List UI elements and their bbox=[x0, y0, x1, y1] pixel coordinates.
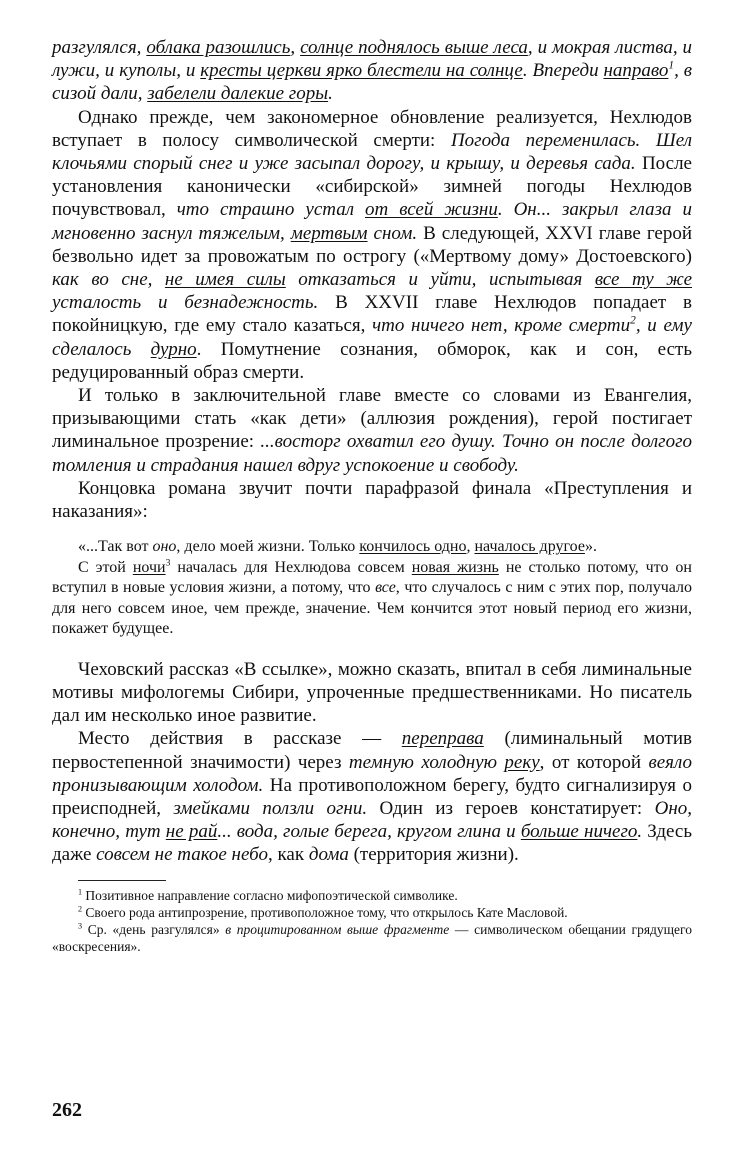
paragraph-crossing: Место действия в рассказе — переправа (лиминальный мотив первостепенной значимости) через темную холодную реку, от которой веяло пронизывающим холодом. На противоположном берегу, будто сигнализируя о преисподней, змейками ползли огни. Один из героев констатирует: Оно, конечно, тут не рай... вода, голые берега, кругом глина и больше ничего. Здесь даже совсем не такое небо, как дома (территория жизни). bbox=[52, 728, 693, 866]
footnote-2: $^2$ Своего рода антипрозрение, противоположное тому, что открылось Кате Масловой. bbox=[78, 904, 568, 920]
quote-paragraph-2: С этой ночи$^3$ началась для Нехлюдова совсем новая жизнь не столько потому, что он вступил в новые условия жизни, а потому, что все, что случалось с ним с этих пор, получало для него совсем иное, чем прежде, значение. Чем кончится этот новый период его жизни, покажет будущее. bbox=[52, 557, 692, 638]
paragraph-ending: Концовка романа звучит почти парафразой финала «Преступления и наказания»: bbox=[52, 477, 692, 523]
quote-paragraph-1: «...Так вот оно, дело моей жизни. Только кончилось одно, началось другое». bbox=[78, 538, 597, 556]
page-number: 262 bbox=[52, 1099, 82, 1121]
footnote-ref-2: 2 bbox=[630, 315, 636, 328]
footnote-ref-3: 3 bbox=[165, 557, 171, 569]
footnote-divider bbox=[78, 880, 166, 881]
paragraph-final-chapter: И только в заключительной главе вместе со словами из Евангелия, призывающими стать «как дети» (аллюзия рождения), герой постигает лиминальное прозрение: ...восторг охватил его душу. Точно он после долгого томления и страдания нашел вдруг успокоение и свободу. bbox=[52, 385, 692, 476]
footnote-ref-1: 1 bbox=[668, 59, 675, 72]
footnote-1: $^1$ Позитивное направление согласно мифопоэтической символике. bbox=[78, 887, 458, 903]
paragraph-chekhov: Чеховский рассказ «В ссылке», можно сказать, впитал в себя лиминальные мотивы мифологемы Сибири, упроченные предшественниками. Но писатель дал им несколько иное развитие. bbox=[52, 658, 692, 727]
footnote-3: $^3$ Ср. «день разгулялся» в процитированном выше фрагменте — символическом обещании грядущего «воскресения». bbox=[52, 921, 692, 954]
paragraph-quote-continuation: разгулялся, облака разошлись, солнце поднялось выше леса, и мокрая листва, и лужи, и куполы, и кресты церкви ярко блестели на солнце. Впереди направо$^1$, в сизой дали, забелели далекие горы. bbox=[52, 37, 693, 105]
paragraph-symbolic-death: Однако прежде, чем закономерное обновление реализуется, Нехлюдов вступает в полосу символической смерти: Погода переменилась. Шел клочьями спорый снег и уже засыпал дорогу, и крышу, и деревья сада. После установления канонически «сибирской» зимней погоды Нехлюдов почувствовал, что страшно устал от всей жизни. Он... закрыл глаза и мгновенно заснул тяжелым, мертвым сном. В следующей, XXVI главе герой безвольно идет за провожатым по острогу («Мертвому дому» Достоевского) как во сне, не имея силы отказаться и уйти, испытывая все ту же усталость и безнадежность. В XXVII главе Нехлюдов попадает в покойницкую, где ему стало казаться, что ничего нет, кроме смерти$^2$, и ему сделалось дурно. Помутнение сознания, обморок, как и сон, есть редуцированный образ смерти. bbox=[52, 106, 693, 383]
